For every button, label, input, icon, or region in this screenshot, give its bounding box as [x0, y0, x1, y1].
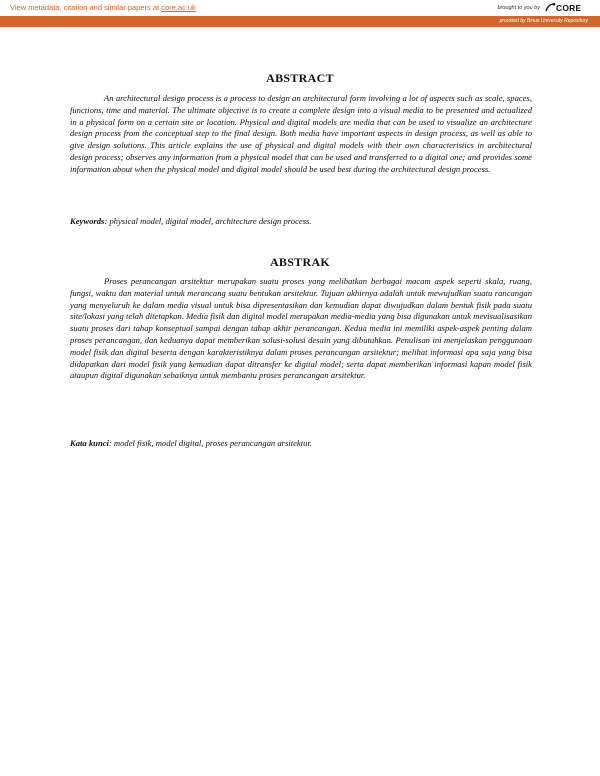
abstract-body [70, 93, 532, 176]
abstrak-keywords [70, 438, 532, 450]
keywords-text: : physical model, digital model, architecture design process. [104, 216, 312, 226]
abstrak-title: ABSTRAK [269, 255, 331, 269]
brought-to-you-by: brought to you by [497, 5, 540, 11]
abstrak-body-text: Proses perancangan arsitektur merupakan suatu proses yang melibatkan berbagai macam aspek seperti skala, ruang, fungsi, waktu dan material untuk merancang suatu bentukan arsitektur. Tujuan akhirnya adalah untuk mewujudkan suatu rancangan yang menyeluruh ke dalam media visual untuk bisa dipresentasikan dan kemudian dapat diwujudkan dalam bentuk fisik pada suatu site/lokasi yang telah ditetapkan. Media fisik dan digital model merupakan media-media yang bisa digunakan untuk mevisualisasikan suatu proses dari tahap konseptual sampai dengan tahap akhir perancangan. Kedua media ini memiliki aspek-aspek penting dalam proses perancangan, dan keduanya dapat memberikan solusi-solusi desain yang dibutuhkan. Penulisan ini menjelaskan penggunaan model fisik dan digital beserta dengan karakteristiknya dalam proses perancangan arsitektur; melihat informasi apa saja yang bisa didapatkan dari model fisik yang kemudian dapat ditransfer ke digital model; serta dapat memberikan informasi kapan model fisik ataupun digital digunakan sebaiknya untuk membantu proses perancangan arsitektur. [70, 276, 532, 381]
kata-kunci-text: : model fisik, model digital, proses perancangan arsitektur. [108, 438, 312, 448]
kata-kunci-label: Kata kunci [70, 438, 109, 448]
keywords-label: Keywords [70, 216, 105, 226]
abstract-title: ABSTRACT [266, 71, 334, 85]
abstract-body-text: An architectural design process is a process to design an architectural form involving a lot of aspects such as scale, spaces, functions, time and material. The ultimate objective is to create a complete design into a visual media to be presented and actualized in a physical form on a certain site or location. Physical and digital models are media that can be used to visualize an architecture design process from the conceptual step to the final design. Both media have important aspects in design process, as well as able to give design solutions. This article explains the use of physical and digital models with their own characteristics in architectural design process; observes any information from a physical model that can be used and transferred to a digital one; and provides some information about when the physical model and digital model should be used best during the architectural design process. [70, 93, 532, 174]
provided-by-text: provided by Binus University Repository [499, 18, 588, 24]
core-link-prefix[interactable]: View metadata, citation and similar papers at [10, 3, 162, 12]
abstrak-body [70, 276, 532, 382]
core-logo-text: CORE [556, 3, 582, 13]
abstract-keywords [70, 216, 532, 228]
core-link-domain[interactable]: core.ac.uk [161, 3, 196, 12]
